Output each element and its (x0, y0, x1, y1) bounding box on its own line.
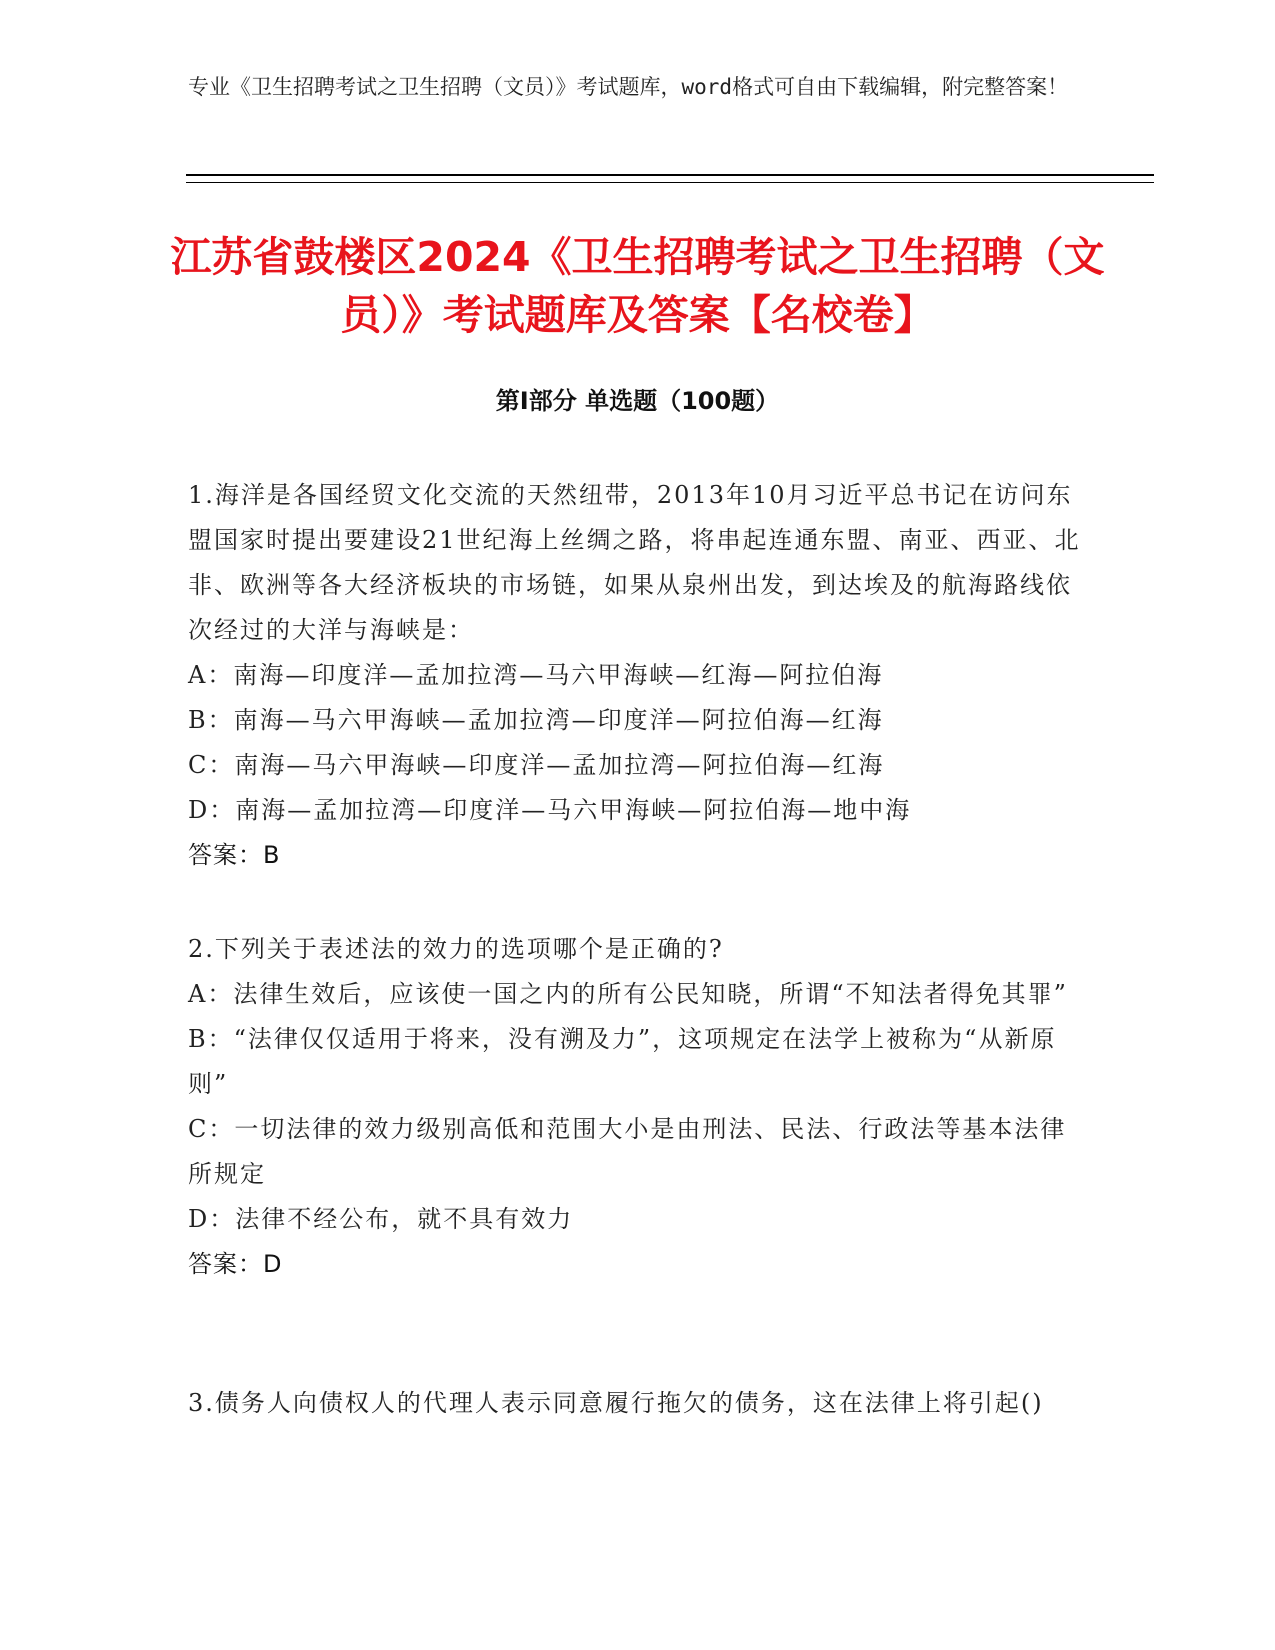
header-divider-thick (186, 174, 1154, 176)
option-d: D：南海—孟加拉湾—印度洋—马六甲海峡—阿拉伯海—地中海 (188, 796, 912, 824)
option-c: C：一切法律的效力级别高低和范围大小是由刑法、民法、行政法等基本法律所规定 (188, 1115, 1067, 1188)
question-1 (188, 473, 1088, 878)
question-2 (188, 927, 1088, 1287)
document-title: 江苏省鼓楼区2024《卫生招聘考试之卫生招聘（文员）》考试题库及答案【名校卷】 (170, 233, 1105, 339)
answer-label: 答案：D (188, 1250, 283, 1278)
header-divider-thin (186, 182, 1154, 183)
question-stem: 3.债务人向债权人的代理人表示同意履行拖欠的债务，这在法律上将引起() (188, 1389, 1044, 1417)
option-b: B：“法律仅仅适用于将来，没有溯及力”，这项规定在法学上被称为“从新原则” (188, 1025, 1057, 1098)
option-d: D：法律不经公布，就不具有效力 (188, 1205, 574, 1233)
header-note: 专业《卫生招聘考试之卫生招聘（文员）》考试题库，word格式可自由下载编辑，附完整答案！ (188, 75, 1069, 99)
option-b: B：南海—马六甲海峡—孟加拉湾—印度洋—阿拉伯海—红海 (188, 706, 884, 734)
option-c: C：南海—马六甲海峡—印度洋—孟加拉湾—阿拉伯海—红海 (188, 751, 885, 779)
answer-label: 答案：B (188, 841, 281, 869)
option-a: A：法律生效后，应该使一国之内的所有公民知晓，所谓“不知法者得免其罪” (188, 980, 1068, 1008)
option-a: A：南海—印度洋—孟加拉湾—马六甲海峡—红海—阿拉伯海 (188, 661, 884, 689)
section-heading: 第I部分 单选题（100题） (495, 387, 780, 415)
question-stem: 2.下列关于表述法的效力的选项哪个是正确的? (188, 935, 724, 963)
question-stem: 1.海洋是各国经贸文化交流的天然纽带，2013年10月习近平总书记在访问东盟国家时提出要建设21世纪海上丝绸之路，将串起连通东盟、南亚、西亚、北非、欧洲等各大经济板块的市场链，如果从泉州出发，到达埃及的航海路线依次经过的大洋与海峡是： (188, 481, 1081, 644)
question-3 (188, 1381, 1088, 1426)
